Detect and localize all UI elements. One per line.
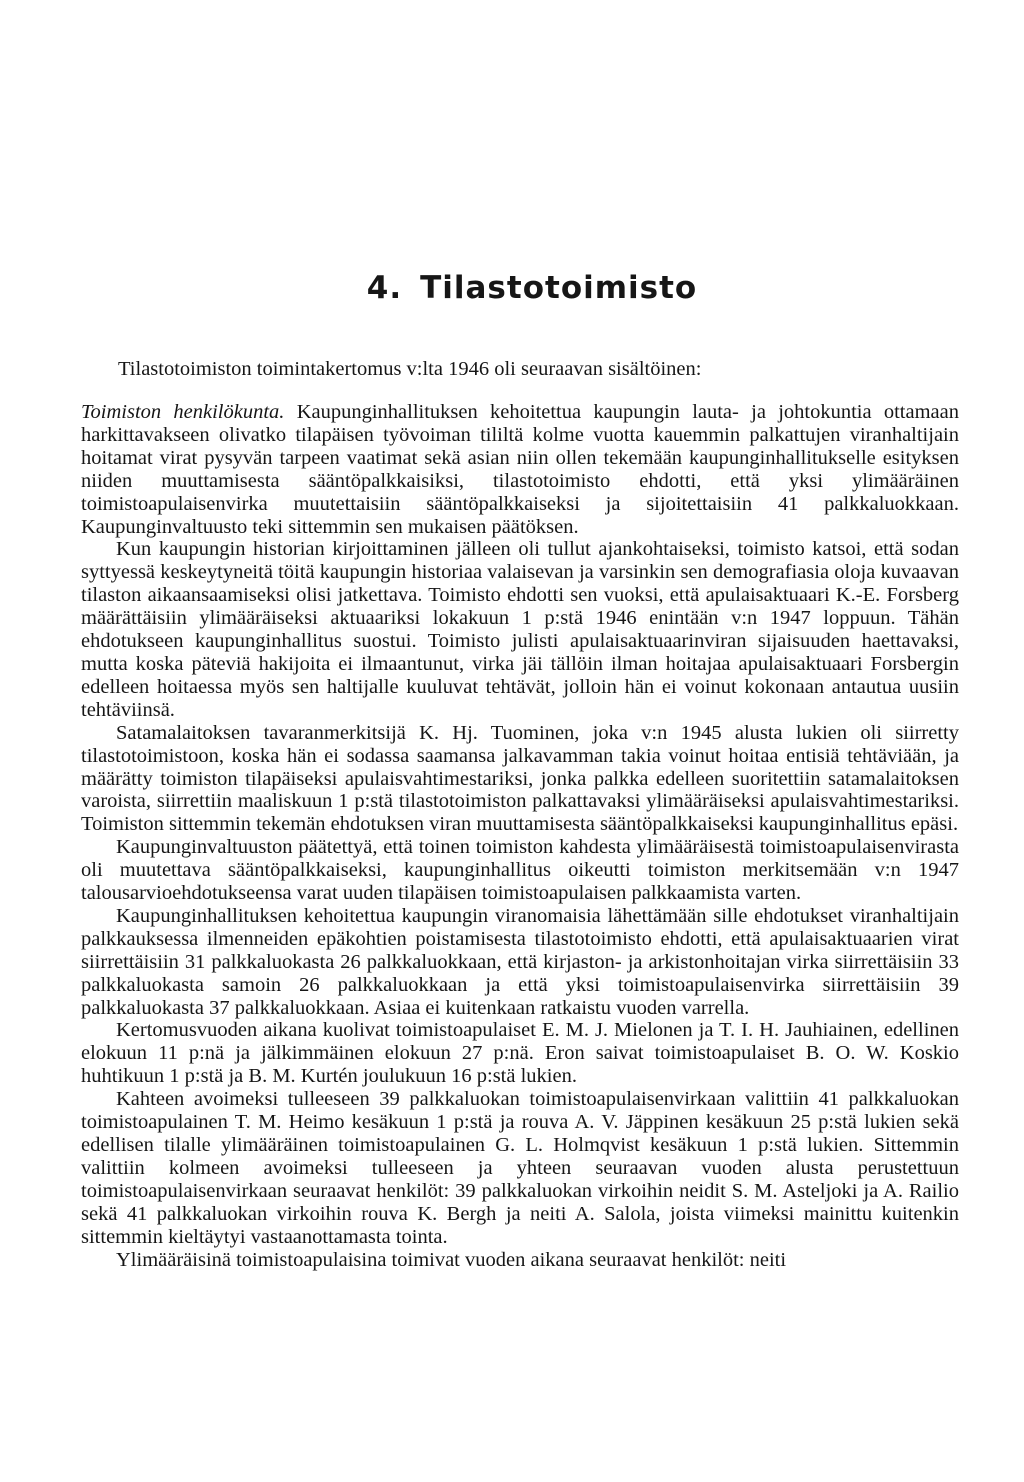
paragraph: Kahteen avoimeksi tulleeseen 39 palkkaluokan toimistoapulaisenvirkaan valittiin 41 palkkaluokan toimistoapulainen T. M. Heimo kesäkuun 1 p:stä ja rouva A. V. Jäppinen kesäkuun 25 p:stä lukien sekä edellisen tilalle ylimääräinen toimistoapulainen G. L. Holmqvist kesäkuun 1 p:stä lukien. Sittemmin valittiin kolmeen avoimeksi tulleeseen ja yhteen seuraavan vuoden alusta perustettuun toimistoapulaisenvirkaan seuraavat henkilöt: 39 palkkaluokan virkoihin neidit S. M. Asteljoki ja A. Railio sekä 41 palkkaluokan virkoihin rouva K. Bergh ja neiti A. Salola, joista viimeksi mainittu kuitenkin sittemmin kieltäytyi vastaanottamasta tointa. xyxy=(81,1088,959,1248)
section-title: Tilastotoimisto xyxy=(420,270,698,306)
section-heading xyxy=(0,268,1024,308)
paragraph: Ylimääräisinä toimistoapulaisina toimivat vuoden aikana seuraavat henkilöt: neiti xyxy=(116,1248,787,1271)
section-number: 4. xyxy=(366,270,403,306)
intro-line: Tilastotoimiston toimintakertomus v:lta 1946 oli seuraavan sisältöinen: xyxy=(118,358,702,380)
paragraph-lead-in: Toimiston henkilökunta. xyxy=(81,401,285,423)
paragraph: Satamalaitoksen tavaranmerkitsijä K. Hj. Tuominen, joka v:n 1945 alusta lukien oli siirretty tilastotoimistoon, koska hän ei sodassa saamansa jalkavamman takia voinut hoitaa entisiä tehtäviään, ja määrätty toimiston tilapäiseksi apulaisvahtimestariksi, jonka palkka edelleen suoritettiin satamalaitoksen varoista, siirrettiin maaliskuun 1 p:stä tilastotoimiston palkattavaksi ylimääräiseksi apulaisvahtimestariksi. Toimiston sittemmin tekemän ehdotuksen viran muuttamisesta sääntöpalkkaiseksi kaupunginhallitus epäsi. xyxy=(81,721,959,836)
body-text xyxy=(81,401,959,1271)
paragraph: Kertomusvuoden aikana kuolivat toimistoapulaiset E. M. J. Mielonen ja T. I. H. Jauhiainen, edellinen elokuun 11 p:nä ja jälkimmäinen elokuun 27 p:nä. Eron saivat toimistoapulaiset B. O. W. Koskio huhtikuun 1 p:stä ja B. M. Kurtén joulukuun 16 p:stä lukien. xyxy=(81,1019,959,1088)
paragraph: Kaupunginhallituksen kehoitettua kaupungin viranomaisia lähettämään sille ehdotukset viranhaltijain palkkauksessa ilmenneiden epäkohtien poistamisesta tilastotoimisto ehdotti, että apulaisaktuaarien virat siirrettäisiin 31 palkkaluokasta 26 palkkaluokkaan, että kirjaston- ja arkistonhoitajan virka siirrettäisiin 33 palkkaluokasta samoin 26 palkkaluokkaan ja että yksi toimistoapulaisenvirka siirrettäisiin 39 palkkaluokasta 37 palkkaluokkaan. Asiaa ei kuitenkaan ratkaistu vuoden varrella. xyxy=(81,904,959,1019)
paragraph: Kun kaupungin historian kirjoittaminen jälleen oli tullut ajankohtaiseksi, toimisto katsoi, että sodan syttyessä keskeytyneitä töitä kaupungin historiaa valaisevan ja varsinkin sen demografiasia oloja kuvaavan tilaston aikaansaamiseksi olisi jatkettava. Toimisto ehdotti sen vuoksi, että apulaisaktuaari K.-E. Forsberg määrättäisiin ylimääräiseksi aktuaariksi lokakuun 1 p:stä 1946 enintään v:n 1947 loppuun. Tähän ehdotukseen kaupunginhallitus suostui. Toimisto julisti apulaisaktuaarinviran sijaisuuden haettavaksi, mutta koska päteviä hakijoita ei ilmaantunut, virka jäi tällöin ilman hoitajaa apulaisaktuaari Forsbergin edelleen hoitaessa myös sen haltijalle kuuluvat tehtävät, jolloin hän ei voinut kokonaan antautua uusiin tehtäviinsä. xyxy=(81,538,959,721)
paragraph: Kaupunginvaltuuston päätettyä, että toinen toimiston kahdesta ylimääräisestä toimistoapulaisenvirasta oli muutettava sääntöpalkkaiseksi, kaupunginhallitus oikeutti toimiston merkitsemään v:n 1947 talousarvioehdotukseensa varat uuden tilapäisen toimistoapulaisen palkkaamista varten. xyxy=(81,836,959,905)
paragraph-text: Kaupunginhallituksen kehoitettua kaupungin lauta- ja johtokuntia ottamaan harkittavakseen olivatko tilapäisen työvoiman tililtä kolme vuotta kauemmin palkattujen viranhaltijain hoitamat virat pysyvän tarpeen vaatimat sekä asian niin ollen tekemään kaupunginhallitukselle esityksen niiden muuttamisesta sääntöpalkkaisiksi, tilastotoimisto ehdotti, että yksi ylimääräinen toimistoapulaisenvirka muutettaisiin sääntöpalkkaiseksi ja sijoitettaisiin 41 palkkaluokkaan. Kaupunginvaltuusto teki sittemmin sen mukaisen päätöksen. xyxy=(81,401,959,538)
paragraph xyxy=(81,401,959,538)
